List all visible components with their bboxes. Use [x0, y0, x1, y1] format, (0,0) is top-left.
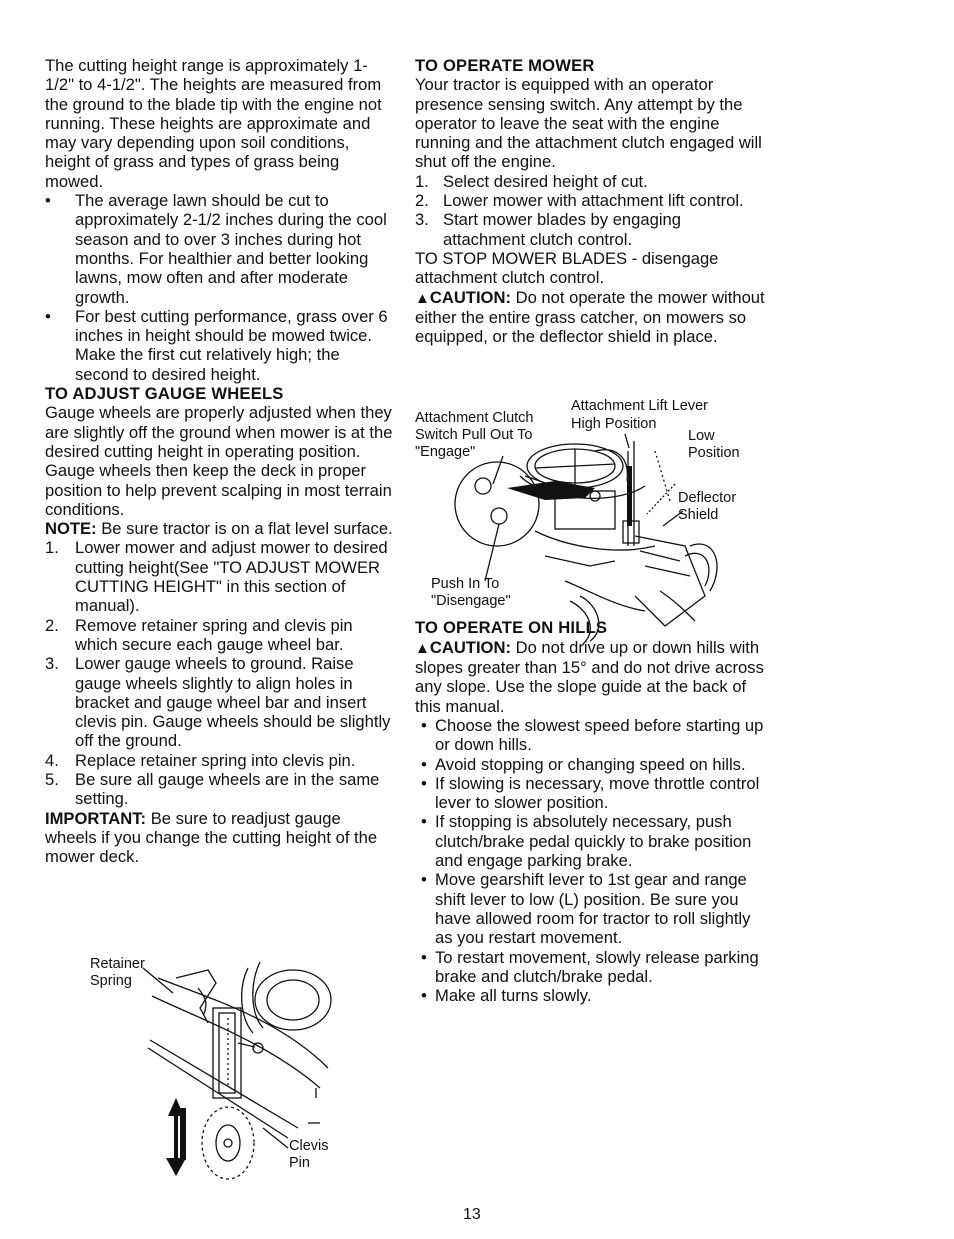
- page-number: 13: [463, 1206, 481, 1223]
- clevis-pin-label: Clevis Pin: [289, 1138, 329, 1171]
- caution-label: [415, 288, 511, 307]
- step-text: Be sure all gauge wheels are in the same setting.: [75, 769, 380, 809]
- note-text: Be sure tractor is on a flat level surface.: [96, 519, 393, 539]
- list-item: • Move gearshift lever to 1st gear and range shift lever to low (L) position. Be sure you have allowed room for tractor to roll slightly as you restart movement.: [415, 870, 767, 947]
- list-item: [415, 191, 767, 210]
- retainer-spring-label: Retainer Spring: [90, 956, 145, 989]
- operate-mower-intro: Your tractor is equipped with an operator presence sensing switch. Any attempt by the operator to leave the seat with the engine running and the attachment clutch engaged will shut off the engine.: [415, 75, 762, 172]
- caution-text: Do not drive up or down hills with slopes greater than 15° and do not drive across any slope. Use the slope guide at the back of this manual.: [415, 637, 764, 716]
- list-item: • If stopping is absolutely necessary, push clutch/brake pedal quickly to brake position and engage parking brake.: [415, 812, 767, 870]
- list-item: • For best cutting performance, grass over 6 inches in height should be mowed twice. Make the first cut relatively high; the second to desired height.: [45, 307, 395, 384]
- step-number: 1.: [415, 171, 429, 191]
- cutting-height-intro: The cutting height range is approximately 1-1/2" to 4-1/2". The heights are measured from the ground to the blade tip with the engine not running. These heights are approximate and may vary depending upon soil conditions, height of grass and types of grass being mowed.: [45, 56, 382, 191]
- step-number: 3.: [45, 654, 59, 674]
- push-in-disengage-label: Push In To "Disengage": [431, 576, 511, 609]
- hills-caution-paragraph: [415, 638, 767, 716]
- list-item: [45, 770, 395, 809]
- important-label: IMPORTANT:: [45, 808, 147, 828]
- list-item: [45, 751, 395, 770]
- mowing-tips-list: [45, 191, 395, 384]
- high-position-label: High Position: [571, 416, 657, 432]
- list-item: • If slowing is necessary, move throttle control lever to slower position.: [415, 774, 767, 813]
- step-number: 2.: [415, 191, 429, 211]
- list-item: [45, 616, 395, 655]
- hills-tips-list: [415, 716, 767, 1005]
- low-position-label: Low Position: [688, 428, 740, 461]
- left-column: [45, 56, 395, 866]
- list-item: [45, 654, 395, 750]
- step-text: Replace retainer spring into clevis pin.: [75, 750, 356, 770]
- gauge-wheel-illustration: [88, 948, 338, 1188]
- list-item: [415, 172, 767, 191]
- hills-heading: TO OPERATE ON HILLS: [415, 618, 608, 638]
- caution-text: Do not operate the mower without either the entire grass catcher, on mowers so equipped, or the deflector shield in place.: [415, 287, 765, 347]
- warning-triangle-icon: ▲: [415, 639, 430, 657]
- list-item: [415, 210, 767, 249]
- important-paragraph: [45, 809, 395, 867]
- important-text: Be sure to readjust gauge wheels if you change the cutting height of the mower deck.: [45, 808, 378, 867]
- list-item: [45, 538, 395, 615]
- step-text: Select desired height of cut.: [443, 171, 648, 191]
- warning-triangle-icon: ▲: [415, 289, 430, 307]
- step-number: 4.: [45, 750, 59, 770]
- operate-steps-list: [415, 172, 767, 249]
- list-item: • The average lawn should be cut to approximately 2-1/2 inches during the cool season and to over 3 inches during hot months. For healthier and better looking lawns, mow often and after moderate growth.: [45, 191, 395, 307]
- deflector-shield-label: Deflector Shield: [678, 490, 737, 523]
- attachment-clutch-label: Attachment Clutch Switch Pull Out To "Engage": [415, 410, 534, 460]
- list-item: • Choose the slowest speed before starting up or down hills.: [415, 716, 767, 755]
- step-text: Lower mower and adjust mower to desired cutting height(See "TO ADJUST MOWER CUTTING HEIGHT" in this section of manual).: [75, 538, 388, 616]
- step-text: Start mower blades by engaging attachment clutch control.: [443, 210, 681, 249]
- note-label: NOTE:: [45, 519, 97, 539]
- tractor-controls-illustration: [415, 396, 760, 648]
- step-number: 3.: [415, 210, 429, 230]
- gauge-steps-list: [45, 538, 395, 808]
- operate-mower-heading: TO OPERATE MOWER: [415, 56, 595, 75]
- step-number: 5.: [45, 769, 59, 789]
- stop-blades-text: TO STOP MOWER BLADES - disengage attachment clutch control.: [415, 248, 719, 288]
- caution-label-text: CAUTION:: [429, 637, 511, 657]
- caution-label-text: CAUTION:: [429, 287, 511, 307]
- step-text: Lower gauge wheels to ground. Raise gauge wheels slightly to align holes in bracket and gauge wheel bar and insert clevis pin. Gauge wheels should be slightly off the ground.: [75, 654, 391, 751]
- attachment-lift-lever-label: Attachment Lift Lever: [571, 398, 709, 414]
- step-text: Lower mower with attachment lift control.: [443, 191, 744, 211]
- list-item: • Make all turns slowly.: [415, 986, 767, 1005]
- step-number: 2.: [45, 615, 59, 635]
- list-item: • To restart movement, slowly release parking brake and clutch/brake pedal.: [415, 948, 767, 987]
- list-item: • Avoid stopping or changing speed on hills.: [415, 755, 767, 774]
- step-number: 1.: [45, 538, 59, 558]
- step-text: Remove retainer spring and clevis pin which secure each gauge wheel bar.: [75, 615, 353, 654]
- note-paragraph: [45, 519, 395, 538]
- caution-paragraph: [415, 288, 767, 347]
- gauge-wheels-intro: Gauge wheels are properly adjusted when they are slightly off the ground when mower is at the desired cutting height in operating position. Gauge wheels then keep the deck in proper position to help prevent scalping in most terrain conditions.: [45, 403, 393, 519]
- gauge-wheels-heading: TO ADJUST GAUGE WHEELS: [45, 384, 284, 404]
